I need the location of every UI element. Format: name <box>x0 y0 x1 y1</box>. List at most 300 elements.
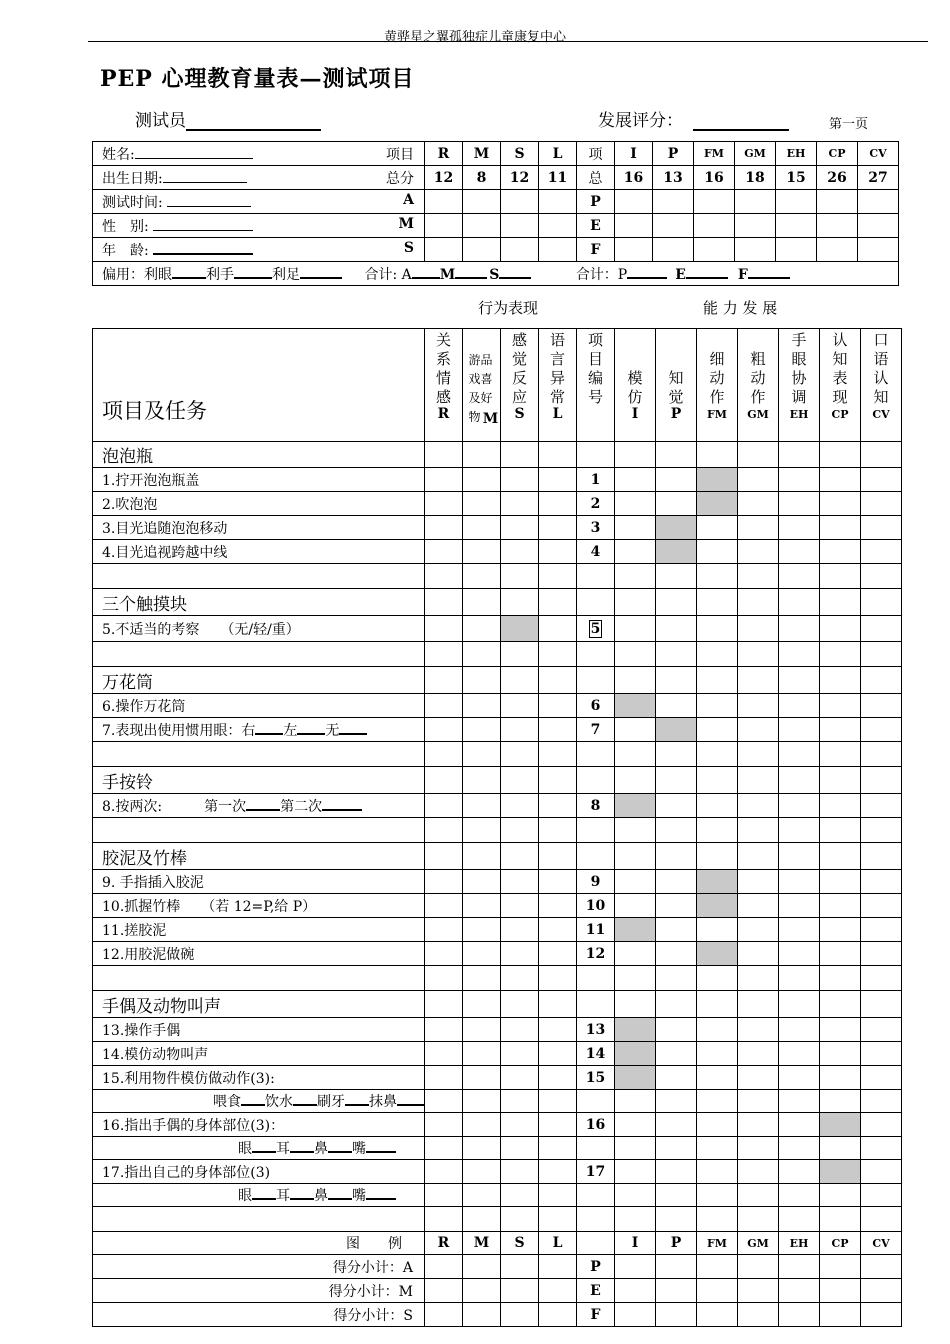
score-cell[interactable] <box>425 1303 463 1327</box>
score-cell[interactable] <box>697 516 738 540</box>
score-cell[interactable] <box>861 918 902 942</box>
score-cell[interactable] <box>463 870 501 894</box>
score-cell[interactable] <box>861 942 902 966</box>
score-cell[interactable] <box>697 767 738 794</box>
score-cell[interactable] <box>539 540 577 564</box>
score-cell[interactable] <box>615 1255 656 1279</box>
score-cell[interactable] <box>425 767 463 794</box>
score-cell[interactable] <box>615 1113 656 1137</box>
foot-line[interactable] <box>300 265 342 279</box>
cell[interactable] <box>817 214 858 238</box>
score-cell[interactable] <box>738 492 779 516</box>
score-cell[interactable] <box>656 942 697 966</box>
score-cell[interactable] <box>779 516 820 540</box>
score-cell[interactable] <box>501 718 539 742</box>
score-cell[interactable] <box>656 843 697 870</box>
score-cell[interactable] <box>656 540 697 564</box>
score-cell[interactable] <box>539 589 577 616</box>
score-cell[interactable] <box>820 1184 861 1207</box>
score-cell[interactable] <box>501 942 539 966</box>
score-cell[interactable] <box>463 918 501 942</box>
score-cell[interactable] <box>779 642 820 667</box>
score-cell[interactable] <box>738 1184 779 1207</box>
score-cell[interactable] <box>463 966 501 991</box>
score-cell[interactable] <box>425 589 463 616</box>
score-cell[interactable] <box>861 1042 902 1066</box>
score-cell[interactable] <box>738 894 779 918</box>
score-cell[interactable] <box>539 1207 577 1232</box>
score-cell[interactable] <box>425 492 463 516</box>
score-cell[interactable] <box>425 516 463 540</box>
score-cell[interactable] <box>501 694 539 718</box>
score-cell[interactable] <box>697 1090 738 1113</box>
score-cell[interactable] <box>539 794 577 818</box>
score-cell[interactable] <box>501 667 539 694</box>
score-cell[interactable] <box>539 468 577 492</box>
score-cell[interactable] <box>656 468 697 492</box>
score-cell[interactable] <box>463 1207 501 1232</box>
score-cell[interactable] <box>861 540 902 564</box>
score-cell[interactable] <box>738 966 779 991</box>
score-cell[interactable] <box>820 918 861 942</box>
score-cell[interactable] <box>779 1042 820 1066</box>
score-cell[interactable] <box>861 1066 902 1090</box>
score-cell[interactable] <box>501 918 539 942</box>
score-cell[interactable] <box>738 1255 779 1279</box>
score-cell[interactable] <box>501 894 539 918</box>
score-cell[interactable] <box>738 516 779 540</box>
sum-e-line[interactable] <box>686 265 728 279</box>
score-cell[interactable] <box>656 794 697 818</box>
gender-line[interactable] <box>153 218 253 231</box>
score-cell[interactable] <box>861 1184 902 1207</box>
score-cell[interactable] <box>539 1090 577 1113</box>
score-cell[interactable] <box>779 991 820 1018</box>
score-cell[interactable] <box>501 442 539 468</box>
score-cell[interactable] <box>501 616 539 642</box>
score-cell[interactable] <box>656 894 697 918</box>
score-cell[interactable] <box>463 991 501 1018</box>
score-cell[interactable] <box>501 1279 539 1303</box>
score-cell[interactable] <box>615 942 656 966</box>
score-cell[interactable] <box>779 667 820 694</box>
score-cell[interactable] <box>615 742 656 767</box>
cell[interactable] <box>539 214 577 238</box>
score-cell[interactable] <box>738 1090 779 1113</box>
score-cell[interactable] <box>820 694 861 718</box>
cell[interactable] <box>539 190 577 214</box>
score-cell[interactable] <box>463 818 501 843</box>
score-cell[interactable] <box>463 1184 501 1207</box>
score-cell[interactable] <box>738 1303 779 1327</box>
score-cell[interactable] <box>779 1160 820 1184</box>
score-cell[interactable] <box>656 642 697 667</box>
score-cell[interactable] <box>463 492 501 516</box>
score-cell[interactable] <box>820 1255 861 1279</box>
score-cell[interactable] <box>501 870 539 894</box>
score-cell[interactable] <box>738 742 779 767</box>
cell[interactable] <box>817 190 858 214</box>
score-cell[interactable] <box>779 1066 820 1090</box>
cell[interactable] <box>817 238 858 262</box>
score-cell[interactable] <box>539 1303 577 1327</box>
cell[interactable] <box>425 238 463 262</box>
score-cell[interactable] <box>425 1018 463 1042</box>
score-cell[interactable] <box>539 616 577 642</box>
answer-line[interactable] <box>297 721 325 735</box>
score-cell[interactable] <box>539 1184 577 1207</box>
score-cell[interactable] <box>425 1090 463 1113</box>
score-cell[interactable] <box>779 918 820 942</box>
score-cell[interactable] <box>539 642 577 667</box>
cell[interactable] <box>615 190 653 214</box>
answer-line[interactable] <box>290 1139 314 1153</box>
score-cell[interactable] <box>501 742 539 767</box>
sum-p-line[interactable] <box>627 265 667 279</box>
score-cell[interactable] <box>738 564 779 589</box>
answer-line[interactable] <box>252 1139 276 1153</box>
score-cell[interactable] <box>738 1042 779 1066</box>
score-cell[interactable] <box>615 616 656 642</box>
score-cell[interactable] <box>738 694 779 718</box>
score-cell[interactable] <box>820 818 861 843</box>
score-cell[interactable] <box>861 616 902 642</box>
score-cell[interactable] <box>539 667 577 694</box>
score-cell[interactable] <box>501 843 539 870</box>
score-cell[interactable] <box>820 616 861 642</box>
score-cell[interactable] <box>738 942 779 966</box>
score-cell[interactable] <box>615 468 656 492</box>
score-cell[interactable] <box>656 1066 697 1090</box>
score-cell[interactable] <box>615 870 656 894</box>
score-cell[interactable] <box>779 870 820 894</box>
score-cell[interactable] <box>425 442 463 468</box>
score-cell[interactable] <box>738 918 779 942</box>
answer-line[interactable] <box>322 797 362 811</box>
score-cell[interactable] <box>425 870 463 894</box>
score-cell[interactable] <box>425 818 463 843</box>
score-cell[interactable] <box>501 991 539 1018</box>
answer-line[interactable] <box>339 721 367 735</box>
score-cell[interactable] <box>425 1042 463 1066</box>
answer-line[interactable] <box>397 1092 425 1106</box>
score-cell[interactable] <box>656 1137 697 1160</box>
score-cell[interactable] <box>615 1137 656 1160</box>
score-cell[interactable] <box>861 1113 902 1137</box>
cell[interactable] <box>735 214 776 238</box>
score-cell[interactable] <box>820 1137 861 1160</box>
score-cell[interactable] <box>820 894 861 918</box>
score-cell[interactable] <box>738 1279 779 1303</box>
cell[interactable] <box>858 238 899 262</box>
score-cell[interactable] <box>463 894 501 918</box>
score-cell[interactable] <box>656 1042 697 1066</box>
answer-line[interactable] <box>366 1139 396 1153</box>
score-cell[interactable] <box>861 1160 902 1184</box>
cell[interactable] <box>501 238 539 262</box>
score-cell[interactable] <box>656 1207 697 1232</box>
score-cell[interactable] <box>697 667 738 694</box>
cell[interactable] <box>539 238 577 262</box>
cell[interactable] <box>694 238 735 262</box>
score-cell[interactable] <box>656 1090 697 1113</box>
score-cell[interactable] <box>501 1207 539 1232</box>
score-cell[interactable] <box>820 1113 861 1137</box>
score-cell[interactable] <box>697 1137 738 1160</box>
score-cell[interactable] <box>861 843 902 870</box>
cell[interactable] <box>776 214 817 238</box>
cell[interactable] <box>858 190 899 214</box>
score-cell[interactable] <box>697 794 738 818</box>
score-cell[interactable] <box>539 843 577 870</box>
cell[interactable] <box>735 238 776 262</box>
score-cell[interactable] <box>463 694 501 718</box>
score-cell[interactable] <box>539 918 577 942</box>
score-cell[interactable] <box>539 1279 577 1303</box>
score-cell[interactable] <box>861 1303 902 1327</box>
score-cell[interactable] <box>861 742 902 767</box>
score-cell[interactable] <box>861 1207 902 1232</box>
age-line[interactable] <box>153 241 253 255</box>
score-cell[interactable] <box>697 1018 738 1042</box>
score-cell[interactable] <box>738 991 779 1018</box>
score-cell[interactable] <box>615 1207 656 1232</box>
score-cell[interactable] <box>656 742 697 767</box>
score-cell[interactable] <box>697 843 738 870</box>
score-cell[interactable] <box>463 642 501 667</box>
score-cell[interactable] <box>425 1255 463 1279</box>
score-cell[interactable] <box>861 667 902 694</box>
score-cell[interactable] <box>656 1160 697 1184</box>
score-cell[interactable] <box>861 818 902 843</box>
score-cell[interactable] <box>463 1113 501 1137</box>
cell[interactable] <box>694 214 735 238</box>
score-cell[interactable] <box>463 718 501 742</box>
score-cell[interactable] <box>501 1066 539 1090</box>
score-cell[interactable] <box>539 442 577 468</box>
score-cell[interactable] <box>615 694 656 718</box>
score-cell[interactable] <box>615 767 656 794</box>
score-cell[interactable] <box>779 1018 820 1042</box>
score-cell[interactable] <box>779 767 820 794</box>
score-cell[interactable] <box>463 1066 501 1090</box>
score-cell[interactable] <box>779 966 820 991</box>
score-cell[interactable] <box>539 1255 577 1279</box>
score-cell[interactable] <box>615 442 656 468</box>
score-cell[interactable] <box>539 767 577 794</box>
score-cell[interactable] <box>861 694 902 718</box>
sum-m-line[interactable] <box>455 265 487 279</box>
eye-line[interactable] <box>172 265 206 279</box>
score-cell[interactable] <box>501 540 539 564</box>
cell[interactable] <box>694 190 735 214</box>
score-cell[interactable] <box>615 1303 656 1327</box>
score-cell[interactable] <box>820 442 861 468</box>
score-cell[interactable] <box>501 1113 539 1137</box>
score-cell[interactable] <box>820 540 861 564</box>
score-cell[interactable] <box>501 564 539 589</box>
score-cell[interactable] <box>861 966 902 991</box>
score-cell[interactable] <box>463 589 501 616</box>
score-cell[interactable] <box>425 1184 463 1207</box>
score-cell[interactable] <box>425 942 463 966</box>
score-cell[interactable] <box>861 1018 902 1042</box>
score-cell[interactable] <box>615 918 656 942</box>
score-cell[interactable] <box>861 767 902 794</box>
score-cell[interactable] <box>697 966 738 991</box>
birth-cell[interactable] <box>93 166 425 190</box>
score-cell[interactable] <box>539 516 577 540</box>
score-cell[interactable] <box>738 870 779 894</box>
score-cell[interactable] <box>656 1255 697 1279</box>
score-cell[interactable] <box>463 564 501 589</box>
score-cell[interactable] <box>779 1113 820 1137</box>
score-cell[interactable] <box>738 843 779 870</box>
score-cell[interactable] <box>539 564 577 589</box>
score-cell[interactable] <box>615 1066 656 1090</box>
score-cell[interactable] <box>779 589 820 616</box>
score-cell[interactable] <box>820 1066 861 1090</box>
score-cell[interactable] <box>656 1279 697 1303</box>
answer-line[interactable] <box>328 1139 352 1153</box>
score-cell[interactable] <box>425 1137 463 1160</box>
cell[interactable] <box>653 238 694 262</box>
score-cell[interactable] <box>463 942 501 966</box>
score-cell[interactable] <box>615 1090 656 1113</box>
score-cell[interactable] <box>463 616 501 642</box>
score-cell[interactable] <box>425 1113 463 1137</box>
score-cell[interactable] <box>656 1303 697 1327</box>
score-cell[interactable] <box>425 966 463 991</box>
score-cell[interactable] <box>501 818 539 843</box>
score-cell[interactable] <box>779 492 820 516</box>
score-cell[interactable] <box>501 1303 539 1327</box>
score-cell[interactable] <box>697 1255 738 1279</box>
score-cell[interactable] <box>463 1090 501 1113</box>
gender-cell[interactable] <box>93 214 425 238</box>
score-cell[interactable] <box>615 1279 656 1303</box>
score-cell[interactable] <box>820 767 861 794</box>
score-cell[interactable] <box>463 794 501 818</box>
score-cell[interactable] <box>697 1207 738 1232</box>
score-cell[interactable] <box>779 818 820 843</box>
score-cell[interactable] <box>501 966 539 991</box>
score-cell[interactable] <box>615 516 656 540</box>
score-cell[interactable] <box>779 794 820 818</box>
score-cell[interactable] <box>820 642 861 667</box>
score-cell[interactable] <box>779 843 820 870</box>
score-cell[interactable] <box>656 1018 697 1042</box>
score-cell[interactable] <box>738 794 779 818</box>
score-cell[interactable] <box>697 1160 738 1184</box>
cell[interactable] <box>615 214 653 238</box>
answer-line[interactable] <box>366 1186 396 1200</box>
score-cell[interactable] <box>861 516 902 540</box>
sum-f-line[interactable] <box>748 265 790 279</box>
score-cell[interactable] <box>656 442 697 468</box>
answer-line[interactable] <box>252 1186 276 1200</box>
score-cell[interactable] <box>861 718 902 742</box>
score-cell[interactable] <box>697 642 738 667</box>
score-cell[interactable] <box>463 1279 501 1303</box>
score-cell[interactable] <box>697 1042 738 1066</box>
score-cell[interactable] <box>697 492 738 516</box>
cell[interactable] <box>776 238 817 262</box>
score-cell[interactable] <box>615 642 656 667</box>
cell[interactable] <box>463 190 501 214</box>
score-cell[interactable] <box>697 870 738 894</box>
score-cell[interactable] <box>738 540 779 564</box>
score-cell[interactable] <box>501 767 539 794</box>
score-cell[interactable] <box>539 1018 577 1042</box>
score-cell[interactable] <box>697 918 738 942</box>
score-cell[interactable] <box>697 540 738 564</box>
cell[interactable] <box>463 214 501 238</box>
score-cell[interactable] <box>861 794 902 818</box>
score-cell[interactable] <box>779 1207 820 1232</box>
score-cell[interactable] <box>820 667 861 694</box>
score-cell[interactable] <box>779 894 820 918</box>
score-cell[interactable] <box>738 1018 779 1042</box>
score-cell[interactable] <box>463 468 501 492</box>
score-cell[interactable] <box>861 1255 902 1279</box>
score-cell[interactable] <box>501 589 539 616</box>
score-cell[interactable] <box>501 1160 539 1184</box>
score-cell[interactable] <box>738 1066 779 1090</box>
score-cell[interactable] <box>501 794 539 818</box>
score-cell[interactable] <box>861 589 902 616</box>
score-cell[interactable] <box>697 818 738 843</box>
score-cell[interactable] <box>697 694 738 718</box>
sum-s-line[interactable] <box>499 265 531 279</box>
answer-line[interactable] <box>345 1092 369 1106</box>
score-cell[interactable] <box>539 894 577 918</box>
score-cell[interactable] <box>779 1255 820 1279</box>
score-cell[interactable] <box>425 642 463 667</box>
score-cell[interactable] <box>820 870 861 894</box>
score-cell[interactable] <box>861 564 902 589</box>
score-cell[interactable] <box>779 942 820 966</box>
score-cell[interactable] <box>425 564 463 589</box>
score-cell[interactable] <box>820 991 861 1018</box>
score-cell[interactable] <box>738 818 779 843</box>
score-cell[interactable] <box>820 1279 861 1303</box>
score-cell[interactable] <box>615 894 656 918</box>
score-cell[interactable] <box>501 642 539 667</box>
score-cell[interactable] <box>539 694 577 718</box>
score-cell[interactable] <box>697 742 738 767</box>
score-cell[interactable] <box>779 468 820 492</box>
score-cell[interactable] <box>656 1113 697 1137</box>
score-cell[interactable] <box>463 442 501 468</box>
score-cell[interactable] <box>425 616 463 642</box>
score-cell[interactable] <box>615 818 656 843</box>
score-cell[interactable] <box>425 667 463 694</box>
score-cell[interactable] <box>779 742 820 767</box>
score-cell[interactable] <box>501 1042 539 1066</box>
score-cell[interactable] <box>861 870 902 894</box>
score-cell[interactable] <box>738 1160 779 1184</box>
score-cell[interactable] <box>501 1137 539 1160</box>
score-cell[interactable] <box>463 1137 501 1160</box>
score-cell[interactable] <box>738 442 779 468</box>
score-cell[interactable] <box>820 742 861 767</box>
score-cell[interactable] <box>779 564 820 589</box>
score-cell[interactable] <box>738 589 779 616</box>
score-cell[interactable] <box>861 442 902 468</box>
score-cell[interactable] <box>697 1184 738 1207</box>
answer-line[interactable] <box>241 1092 265 1106</box>
